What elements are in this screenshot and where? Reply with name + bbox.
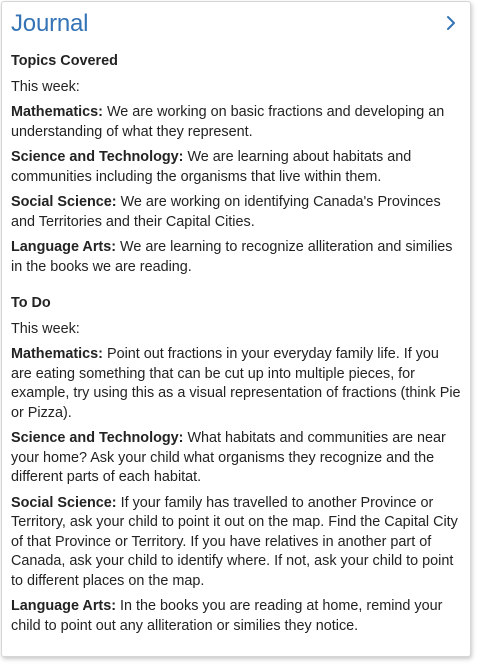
todo-text: What habitats and communities are near your home? Ask your child what organisms they recognize and the different parts of each habitat. xyxy=(11,430,446,485)
todo-item-language-arts xyxy=(11,597,462,636)
todo-item-mathematics xyxy=(11,345,462,423)
todo-section xyxy=(11,294,462,636)
topic-text: We are learning about habitats and communities including the organisms that live within them. xyxy=(11,149,412,185)
topic-label: Language Arts: xyxy=(11,239,117,255)
topic-label: Social Science: xyxy=(11,194,117,210)
topic-text: We are learning to recognize alliteration and similies in the books we are reading. xyxy=(11,239,453,275)
todo-text: If your family has travelled to another Province or Territory, ask your child to point it out on the map. Find the Capital City of that Province or Territory. If you have relatives in another part of Canada, ask your child to identify where. If not, ask your child to point to different places on the map. xyxy=(11,494,458,589)
todo-label: Mathematics: xyxy=(11,346,103,362)
todo-label: Social Science: xyxy=(11,494,117,511)
todo-text: Point out fractions in your everyday family life. If you are eating something that can be cut up into multiple pieces, for example, try using this as a visual representation of fractions (think Pie or Pizza). xyxy=(11,346,461,421)
todo-item-science xyxy=(11,429,462,488)
topics-section xyxy=(11,52,462,277)
journal-title: Journal xyxy=(11,10,89,37)
topic-label: Mathematics: xyxy=(11,104,103,120)
journal-card xyxy=(1,1,471,657)
journal-header xyxy=(11,9,460,39)
todo-label: Science and Technology: xyxy=(11,430,184,446)
topics-item-mathematics xyxy=(11,103,462,142)
journal-content xyxy=(11,52,462,642)
todo-intro: This week: xyxy=(11,320,80,337)
todo-heading: To Do xyxy=(11,295,51,311)
topic-label: Science and Technology: xyxy=(11,149,184,165)
todo-label: Language Arts: xyxy=(11,598,117,614)
todo-item-social-science xyxy=(11,494,462,592)
topic-text: We are working on basic fractions and developing an understanding of what they represent. xyxy=(11,104,445,140)
topics-item-social-science xyxy=(11,193,462,232)
topics-item-language-arts xyxy=(11,238,462,277)
topics-item-science xyxy=(11,148,462,187)
todo-text: In the books you are reading at home, remind your child to point out any alliteration or similies they notice. xyxy=(11,598,443,634)
topic-text: We are working on identifying Canada's Provinces and Territories and their Capital Cities. xyxy=(11,194,441,230)
topics-intro: This week: xyxy=(11,78,80,95)
topics-heading: Topics Covered xyxy=(11,53,118,69)
chevron-right-icon[interactable] xyxy=(444,13,458,33)
